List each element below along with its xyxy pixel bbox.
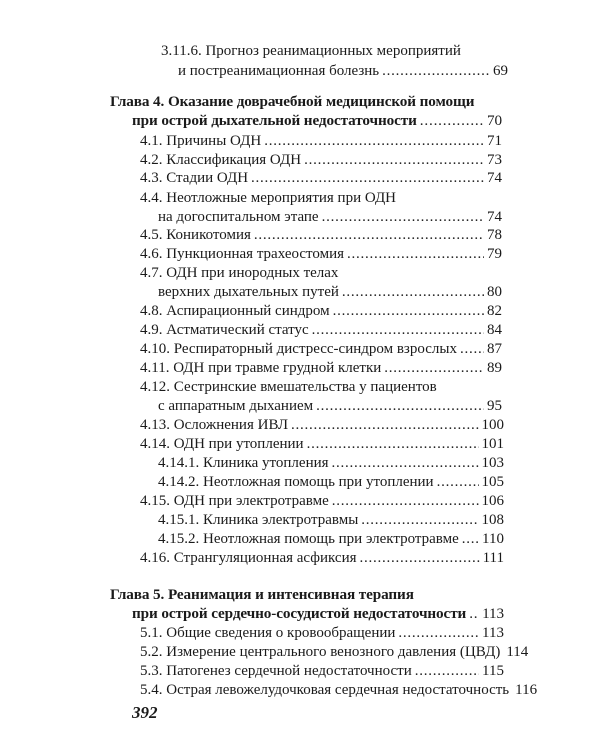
toc-entry (140, 642, 529, 662)
dot-leader (347, 244, 484, 264)
toc-entry-title: с аппаратным дыханием (158, 398, 314, 414)
toc-entry-page: 116 (515, 682, 538, 698)
toc-entry-page: 71 (487, 133, 502, 149)
chapter-title: при острой дыхательной недостаточности (132, 112, 417, 129)
dot-leader (469, 604, 479, 624)
toc-entry (140, 263, 338, 283)
toc-entry (140, 320, 502, 340)
toc-entry-title: верхних дыхательных путей (158, 284, 339, 300)
dot-leader (332, 491, 479, 511)
toc-entry-page: 78 (487, 227, 502, 243)
chapter-heading (110, 92, 474, 112)
toc-entry (140, 131, 502, 151)
toc-entry-title: 4.13. Осложнения ИВЛ (140, 417, 289, 433)
toc-entry-title: 4.11. ОДН при травме грудной клетки (140, 360, 382, 376)
toc-entry (140, 548, 504, 568)
toc-entry-title: 4.15. ОДН при электротравме (140, 493, 329, 509)
dot-leader (415, 661, 479, 681)
toc-entry (140, 358, 502, 378)
toc-entry-title: 4.9. Астматический статус (140, 322, 309, 338)
chapter-title: при острой сердечно-сосудистой недостаточности (132, 605, 467, 622)
toc-entry-page: 73 (487, 152, 502, 168)
toc-entry (140, 680, 538, 700)
toc-entry (140, 225, 502, 245)
dot-leader (398, 623, 479, 643)
toc-entry-page: 74 (487, 209, 502, 225)
toc-entry-page: 111 (482, 550, 504, 566)
toc-entry-page: 101 (481, 436, 504, 452)
toc-entry (158, 396, 502, 416)
dot-leader (332, 453, 479, 473)
toc-entry-title: 4.6. Пункционная трахеостомия (140, 246, 345, 262)
toc-entry (158, 472, 504, 492)
toc-entry-title: 4.12. Сестринские вмешательства у пациентов (140, 379, 437, 395)
dot-leader (384, 358, 484, 378)
toc-entry-page: 70 (487, 112, 502, 129)
toc-entry (140, 168, 502, 188)
page-number: 392 (132, 703, 158, 722)
toc-entry-title: 4.8. Аспирационный синдром (140, 303, 330, 319)
toc-entry-page: 100 (481, 417, 504, 433)
dot-leader (460, 339, 484, 359)
toc-entry (158, 453, 504, 473)
toc-entry (140, 150, 502, 170)
toc-entry-title: 4.3. Стадии ОДН (140, 170, 249, 186)
toc-entry-page: 79 (487, 246, 502, 262)
toc-entry (140, 377, 437, 397)
toc-entry (140, 491, 504, 511)
toc-entry-title: 3.11.6. Прогноз реанимационных мероприятий (161, 43, 461, 59)
chapter-title: Глава 5. Реанимация и интенсивная терапия (110, 586, 414, 603)
dot-leader (333, 301, 484, 321)
toc-entry-title: 5.4. Острая левожелудочковая сердечная недостаточность (140, 682, 510, 698)
toc-entry-page: 114 (506, 644, 529, 660)
toc-entry (140, 244, 502, 264)
dot-leader (312, 320, 484, 340)
toc-entry-title: и постреанимационная болезнь (178, 63, 380, 79)
dot-leader (251, 168, 484, 188)
toc-entry-page: 74 (487, 170, 502, 186)
dot-leader (361, 510, 478, 530)
chapter-heading (132, 604, 504, 624)
toc-entry-title: 4.10. Респираторный дистресс-синдром взрослых (140, 341, 457, 357)
toc-entry (178, 61, 508, 81)
toc-entry-title: 4.2. Классификация ОДН (140, 152, 302, 168)
toc-entry-page: 89 (487, 360, 502, 376)
toc-entry-page: 115 (482, 663, 504, 679)
toc-entry (158, 529, 504, 549)
dot-leader (322, 207, 484, 227)
toc-entry-title: 4.7. ОДН при инородных телах (140, 265, 339, 281)
toc-entry-title: 4.4. Неотложные мероприятия при ОДН (140, 190, 397, 206)
toc-entry-title: 4.14.2. Неотложная помощь при утоплении (158, 474, 434, 490)
toc-entry (140, 301, 502, 321)
toc-entry-title: 4.14.1. Клиника утопления (158, 455, 329, 471)
dot-leader (254, 225, 484, 245)
toc-entry-title: 5.3. Патогенез сердечной недостаточности (140, 663, 412, 679)
chapter-heading (132, 111, 502, 131)
toc-entry-title: 4.1. Причины ОДН (140, 133, 262, 149)
toc-entry (140, 339, 502, 359)
toc-entry (158, 207, 502, 227)
toc-entry-page: 84 (487, 322, 502, 338)
toc-entry-title: 4.15.1. Клиника электротравмы (158, 512, 359, 528)
toc-entry-page: 113 (482, 625, 504, 641)
dot-leader (437, 472, 479, 492)
toc-entry (140, 415, 504, 435)
toc-entry-page: 103 (481, 455, 504, 471)
toc-entry-title: 5.1. Общие сведения о кровообращении (140, 625, 396, 641)
dot-leader (382, 61, 490, 81)
toc-entry (140, 661, 504, 681)
toc-entry-page: 69 (493, 63, 508, 79)
toc-entry-title: 4.5. Коникотомия (140, 227, 251, 243)
chapter-heading (110, 585, 414, 605)
dot-leader (291, 415, 478, 435)
toc-entry-page: 95 (487, 398, 502, 414)
toc-entry-page: 110 (482, 531, 504, 547)
toc-entry (161, 41, 461, 61)
toc-entry-title: 4.16. Странгуляционная асфиксия (140, 550, 357, 566)
toc-entry-title: на догоспитальном этапе (158, 209, 319, 225)
toc-entry-page: 80 (487, 284, 502, 300)
toc-entry-title: 4.15.2. Неотложная помощь при электротравме (158, 531, 459, 547)
dot-leader (360, 548, 480, 568)
chapter-title: Глава 4. Оказание доврачебной медицинской помощи (110, 93, 475, 110)
dot-leader (304, 150, 484, 170)
toc-entry (158, 510, 504, 530)
dot-leader (316, 396, 484, 416)
toc-entry-page: 87 (487, 341, 502, 357)
dot-leader (462, 529, 479, 549)
toc-entry-title: 4.14. ОДН при утоплении (140, 436, 304, 452)
toc-entry (140, 434, 504, 454)
toc-entry (158, 282, 502, 302)
toc-entry-page: 105 (481, 474, 504, 490)
toc-entry (140, 188, 396, 208)
toc-entry-page: 108 (481, 512, 504, 528)
dot-leader (342, 282, 484, 302)
dot-leader (264, 131, 484, 151)
toc-entry-page: 106 (481, 493, 504, 509)
dot-leader (420, 111, 484, 131)
toc-entry-title: 5.2. Измерение центрального венозного давления (ЦВД) (140, 644, 501, 660)
dot-leader (307, 434, 479, 454)
toc-entry (140, 623, 504, 643)
toc-entry-page: 82 (487, 303, 502, 319)
toc-entry-page: 113 (482, 605, 504, 622)
